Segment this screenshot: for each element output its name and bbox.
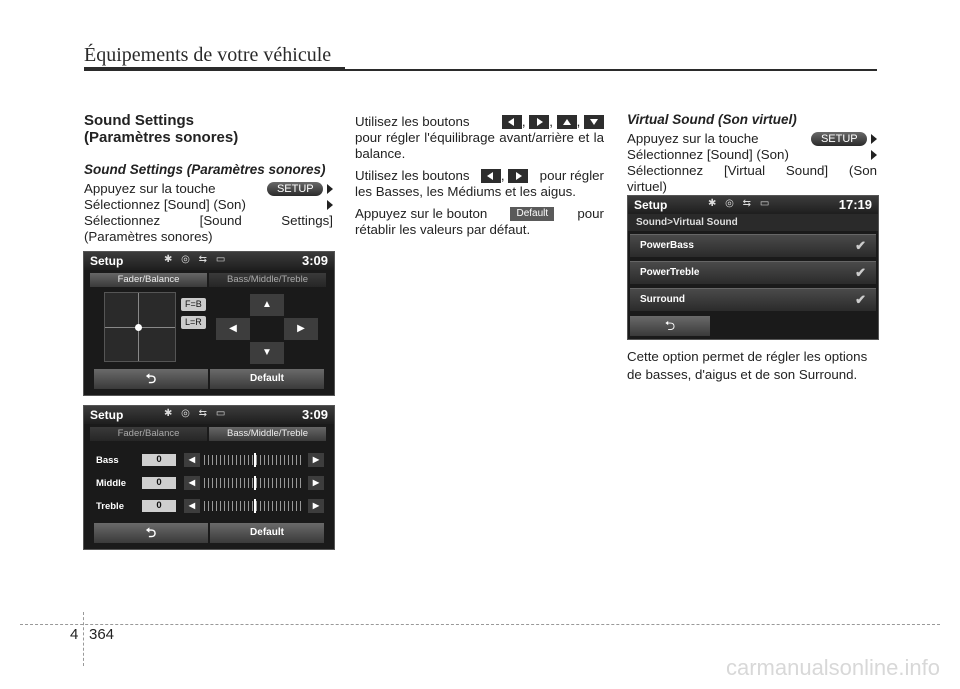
screen-title: Setup <box>90 408 124 422</box>
instruction-text: Sélectionnez [Sound] (Son) <box>84 197 246 212</box>
tab-bass-middle-treble[interactable]: Bass/Middle/Treble <box>209 273 326 287</box>
balance-badge: L=R <box>181 316 206 329</box>
footer-rule <box>20 624 940 625</box>
screen-tabs <box>90 273 328 287</box>
eq-scale[interactable] <box>204 501 304 511</box>
increase-button[interactable]: ▶ <box>308 476 324 490</box>
checkmark-icon: ✔ <box>855 292 866 307</box>
instruction-line <box>84 197 333 213</box>
setup-key-icon: SETUP <box>267 182 323 196</box>
instruction-text: Sélectionnez [Sound] (Son) <box>627 147 789 162</box>
screen-status-bar <box>84 252 334 270</box>
screen-status-bar <box>84 406 334 424</box>
paragraph-text: Utilisez les boutons <box>355 168 470 183</box>
paragraph: Utilisez les boutons , , , pour régler l'équilibrage avant/arrière et la balance. <box>355 114 604 161</box>
arrow-right-icon <box>327 200 333 210</box>
tab-bass-middle-treble[interactable]: Bass/Middle/Treble <box>209 427 326 441</box>
arrow-right-icon <box>871 134 877 144</box>
back-button[interactable] <box>630 316 710 336</box>
eq-label: Bass <box>96 454 119 466</box>
eq-row-bass <box>96 452 324 468</box>
header-rule-thin <box>345 69 877 71</box>
instruction-text: Appuyez sur la touche <box>84 181 216 196</box>
section-heading-line1: Sound Settings <box>84 112 194 129</box>
instruction-text: Appuyez sur la touche <box>627 131 759 146</box>
header-rule-thick <box>84 67 345 71</box>
section-heading-line2: (Paramètres sonores) <box>84 129 239 146</box>
left-button[interactable]: ◀ <box>216 318 250 340</box>
tab-fader-balance[interactable]: Fader/Balance <box>90 273 207 287</box>
eq-row-treble <box>96 498 324 514</box>
right-arrow-icon <box>508 169 528 183</box>
instruction-line <box>627 131 877 147</box>
eq-value: 0 <box>142 500 176 512</box>
default-button[interactable]: Default <box>210 523 324 543</box>
status-icons: ✱ ◎ ⇆ ▭ <box>164 408 229 419</box>
screen-tabs <box>90 427 328 441</box>
left-arrow-icon <box>502 115 522 129</box>
eq-label: Middle <box>96 477 127 489</box>
column-right <box>627 112 877 195</box>
eq-label: Treble <box>96 500 124 512</box>
paragraph-text: pour <box>577 206 604 221</box>
setup-key-icon: SETUP <box>811 132 867 146</box>
eq-scale[interactable] <box>204 455 304 465</box>
default-key-icon: Default <box>510 207 554 221</box>
screen-bass-middle-treble <box>83 405 335 550</box>
down-button[interactable]: ▼ <box>250 342 284 364</box>
seat-diagram <box>104 292 176 362</box>
column-left <box>84 112 333 245</box>
paragraph-text: les Basses, les Médiums et les aigus. <box>355 184 576 199</box>
list-item-powerbass[interactable] <box>630 234 876 257</box>
instruction-line <box>627 147 877 163</box>
right-arrow-icon <box>529 115 549 129</box>
list-item-surround[interactable] <box>630 288 876 311</box>
up-arrow-icon <box>557 115 577 129</box>
caption-text: Cette option permet de régler les options <box>627 349 868 364</box>
screen-title: Setup <box>634 198 668 212</box>
page-number: 364 <box>89 626 115 643</box>
screen-bottom-bar <box>94 369 324 389</box>
paragraph: Utilisez les boutons , pour régler les Basses, les Médiums et les aigus. <box>355 168 604 199</box>
instruction-text: (Paramètres sonores) <box>84 229 213 244</box>
increase-button[interactable]: ▶ <box>308 453 324 467</box>
fader-badge: F=B <box>181 298 206 311</box>
eq-value: 0 <box>142 454 176 466</box>
increase-button[interactable]: ▶ <box>308 499 324 513</box>
paragraph <box>355 206 604 238</box>
checkmark-icon: ✔ <box>855 265 866 280</box>
instruction-text: Sélectionnez [Sound Settings] <box>84 213 333 228</box>
back-icon: ⮌ <box>145 525 157 540</box>
chapter-number: 4 <box>70 626 79 643</box>
back-button[interactable] <box>94 369 208 389</box>
page-header-title: Équipements de votre véhicule <box>84 44 332 66</box>
decrease-button[interactable]: ◀ <box>184 499 200 513</box>
paragraph-text: pour régler l'équilibrage avant/arrière et la balance. <box>355 130 604 161</box>
down-arrow-icon <box>584 115 604 129</box>
subsection-heading: Virtual Sound (Son virtuel) <box>627 112 797 127</box>
left-arrow-icon <box>481 169 501 183</box>
caption <box>627 348 883 384</box>
instruction-line <box>84 181 333 197</box>
decrease-button[interactable]: ◀ <box>184 476 200 490</box>
paragraph-text: Appuyez sur le bouton <box>355 206 488 221</box>
footer-divider <box>83 612 84 666</box>
decrease-button[interactable]: ◀ <box>184 453 200 467</box>
arrow-right-icon <box>871 150 877 160</box>
paragraph-text: rétablir les valeurs par défaut. <box>355 222 531 237</box>
back-icon: ⮌ <box>664 318 676 333</box>
tab-fader-balance[interactable]: Fader/Balance <box>90 427 207 441</box>
breadcrumb: Sound>Virtual Sound <box>628 214 878 231</box>
clock: 17:19 <box>838 197 872 212</box>
list-item-label: PowerBass <box>640 240 694 251</box>
screen-bottom-bar <box>94 523 324 543</box>
list-item-label: Surround <box>640 294 685 305</box>
back-button[interactable] <box>94 523 208 543</box>
clock: 3:09 <box>301 253 328 268</box>
arrow-right-icon <box>327 184 333 194</box>
clock: 3:09 <box>301 407 328 422</box>
caption-text: de basses, d'aigus et de son Surround. <box>627 367 858 382</box>
section-heading <box>84 112 333 146</box>
instruction-text: Sélectionnez [Virtual Sound] (Son <box>627 163 877 178</box>
screen-fader-balance <box>83 251 335 396</box>
list-item-label: PowerTreble <box>640 267 700 278</box>
status-icons: ✱ ◎ ⇆ ▭ <box>708 198 773 209</box>
back-icon: ⮌ <box>145 371 157 386</box>
default-button[interactable]: Default <box>210 369 324 389</box>
screen-status-bar <box>628 196 878 214</box>
watermark: carmanualsonline.info <box>725 655 940 680</box>
eq-value: 0 <box>142 477 176 489</box>
paragraph-text: pour régler <box>539 168 604 183</box>
checkmark-icon: ✔ <box>855 238 866 253</box>
status-icons: ✱ ◎ ⇆ ▭ <box>164 254 229 265</box>
screen-virtual-sound <box>627 195 879 340</box>
paragraph-text: Utilisez les boutons <box>355 114 470 129</box>
instruction-text: virtuel) <box>627 179 667 194</box>
right-button[interactable]: ▶ <box>284 318 318 340</box>
up-button[interactable]: ▲ <box>250 294 284 316</box>
eq-scale[interactable] <box>204 478 304 488</box>
screen-title: Setup <box>90 254 124 268</box>
eq-row-middle <box>96 475 324 491</box>
column-middle <box>355 114 604 238</box>
list-item-powertreble[interactable] <box>630 261 876 284</box>
subsection-heading: Sound Settings (Paramètres sonores) <box>84 162 326 177</box>
